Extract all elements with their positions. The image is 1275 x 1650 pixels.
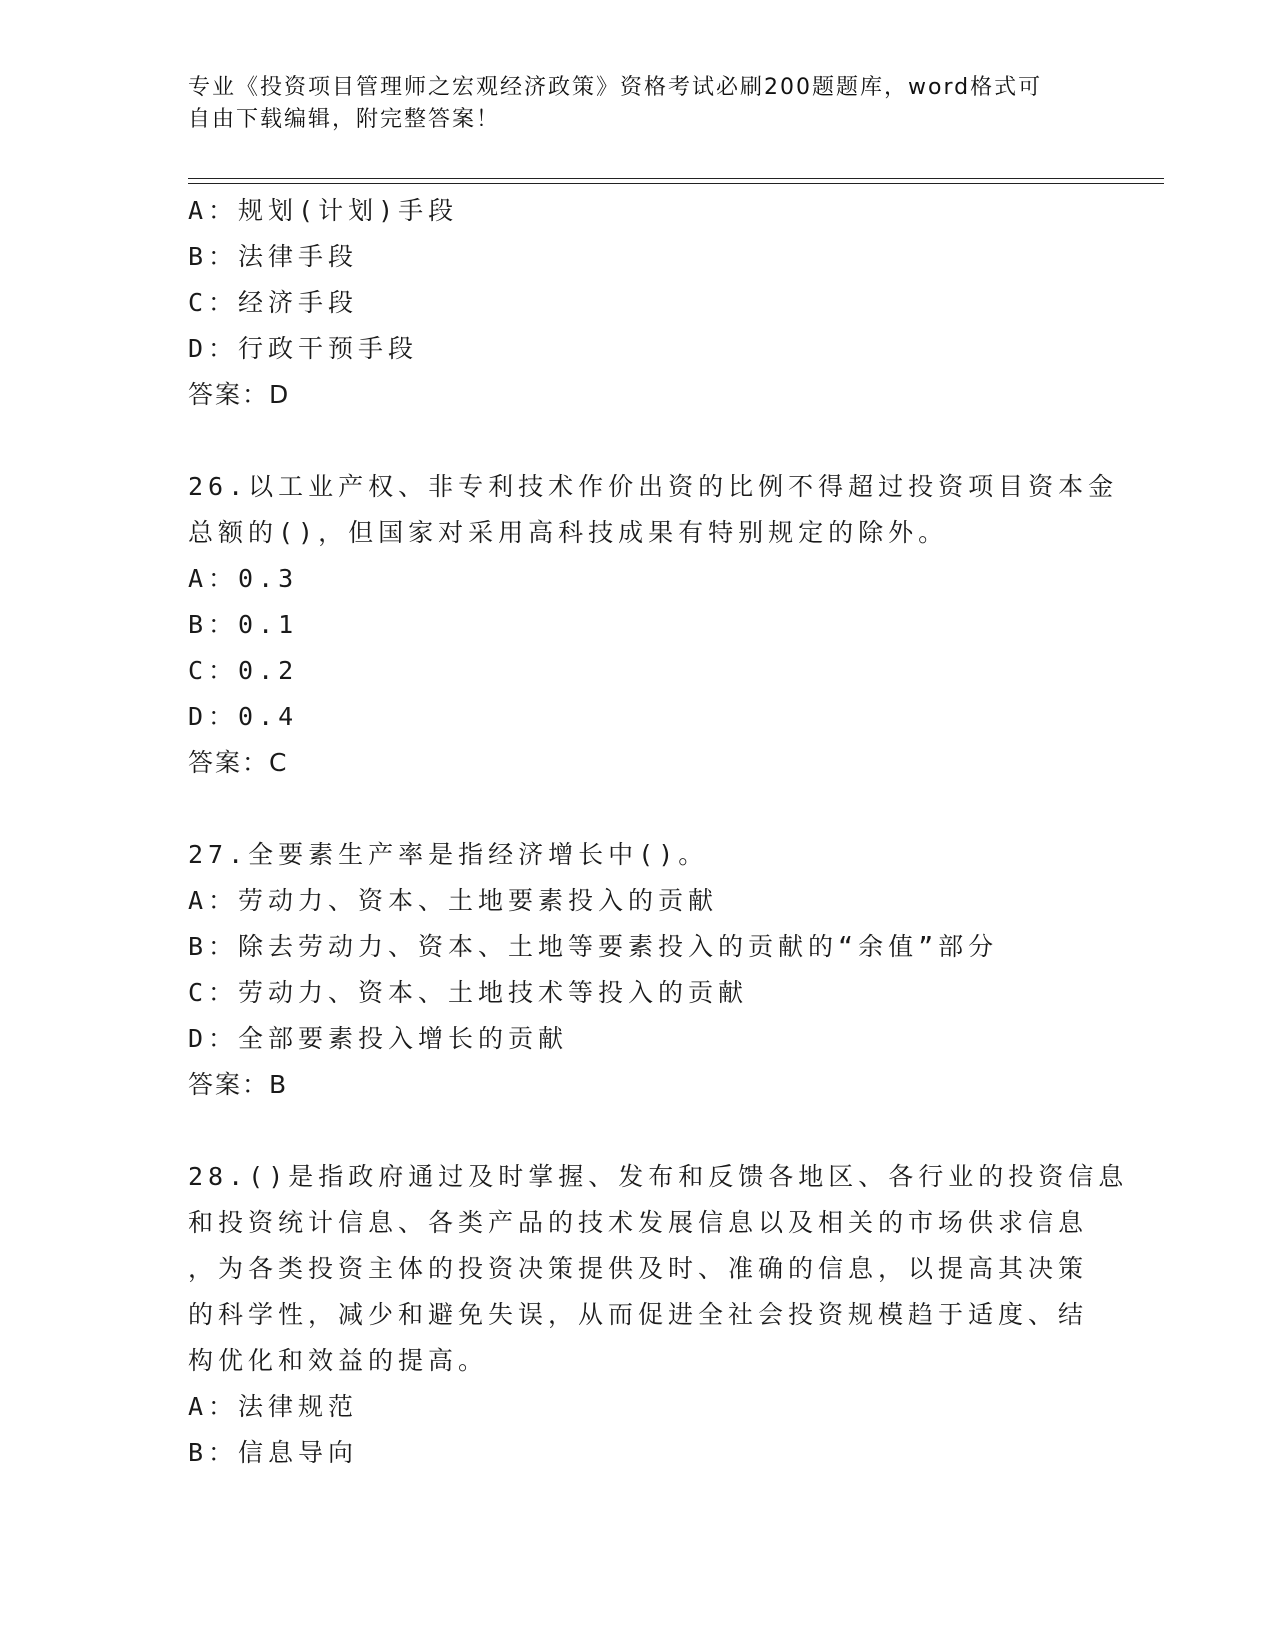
question-list xyxy=(188,188,1129,1476)
question-stem: 26.以工业产权、非专利技术作价出资的比例不得超过投资项目资本金 xyxy=(188,472,1119,501)
spacer xyxy=(188,418,1088,464)
option-d: D：行政干预手段 xyxy=(188,334,419,363)
question-stem: 和投资统计信息、各类产品的技术发展信息以及相关的市场供求信息 xyxy=(188,1208,1089,1237)
option-a: A：0.3 xyxy=(188,564,299,593)
option-c: C：经济手段 xyxy=(188,288,359,317)
option-c: C：劳动力、资本、土地技术等投入的贡献 xyxy=(188,978,749,1007)
question-stem: ，为各类投资主体的投资决策提供及时、准确的信息，以提高其决策 xyxy=(188,1254,1089,1283)
header-divider-bottom xyxy=(188,183,1164,184)
answer: 答案：D xyxy=(188,380,291,409)
spacer xyxy=(188,786,1088,832)
answer: 答案：B xyxy=(188,1070,289,1099)
option-b: B：除去劳动力、资本、土地等要素投入的贡献的“余值”部分 xyxy=(188,932,999,961)
option-b: B：0.1 xyxy=(188,610,299,639)
question-stem: 28.()是指政府通过及时掌握、发布和反馈各地区、各行业的投资信息 xyxy=(188,1162,1129,1191)
header-line: 专业《投资项目管理师之宏观经济政策》资格考试必刷200题题库，word格式可 xyxy=(188,75,1043,100)
question-25-remainder xyxy=(188,188,1088,418)
header-divider-top xyxy=(188,178,1164,179)
question-stem: 27.全要素生产率是指经济增长中()。 xyxy=(188,840,709,869)
header-line: 自由下载编辑，附完整答案！ xyxy=(188,107,501,132)
document-header xyxy=(188,72,1068,136)
question-28 xyxy=(188,1154,1129,1476)
option-a: A：规划(计划)手段 xyxy=(188,196,459,225)
question-stem: 的科学性，减少和避免失误，从而促进全社会投资规模趋于适度、结 xyxy=(188,1300,1089,1329)
question-stem: 总额的()，但国家对采用高科技成果有特别规定的除外。 xyxy=(188,518,949,547)
option-a: A：法律规范 xyxy=(188,1392,359,1421)
option-a: A：劳动力、资本、土地要素投入的贡献 xyxy=(188,886,719,915)
question-27 xyxy=(188,832,1088,1108)
option-d: D：0.4 xyxy=(188,702,299,731)
question-26 xyxy=(188,464,1119,786)
spacer xyxy=(188,1108,1088,1154)
option-c: C：0.2 xyxy=(188,656,299,685)
option-b: B：信息导向 xyxy=(188,1438,359,1467)
question-stem: 构优化和效益的提高。 xyxy=(188,1346,489,1375)
answer: 答案：C xyxy=(188,748,289,777)
option-b: B：法律手段 xyxy=(188,242,359,271)
option-d: D：全部要素投入增长的贡献 xyxy=(188,1024,569,1053)
